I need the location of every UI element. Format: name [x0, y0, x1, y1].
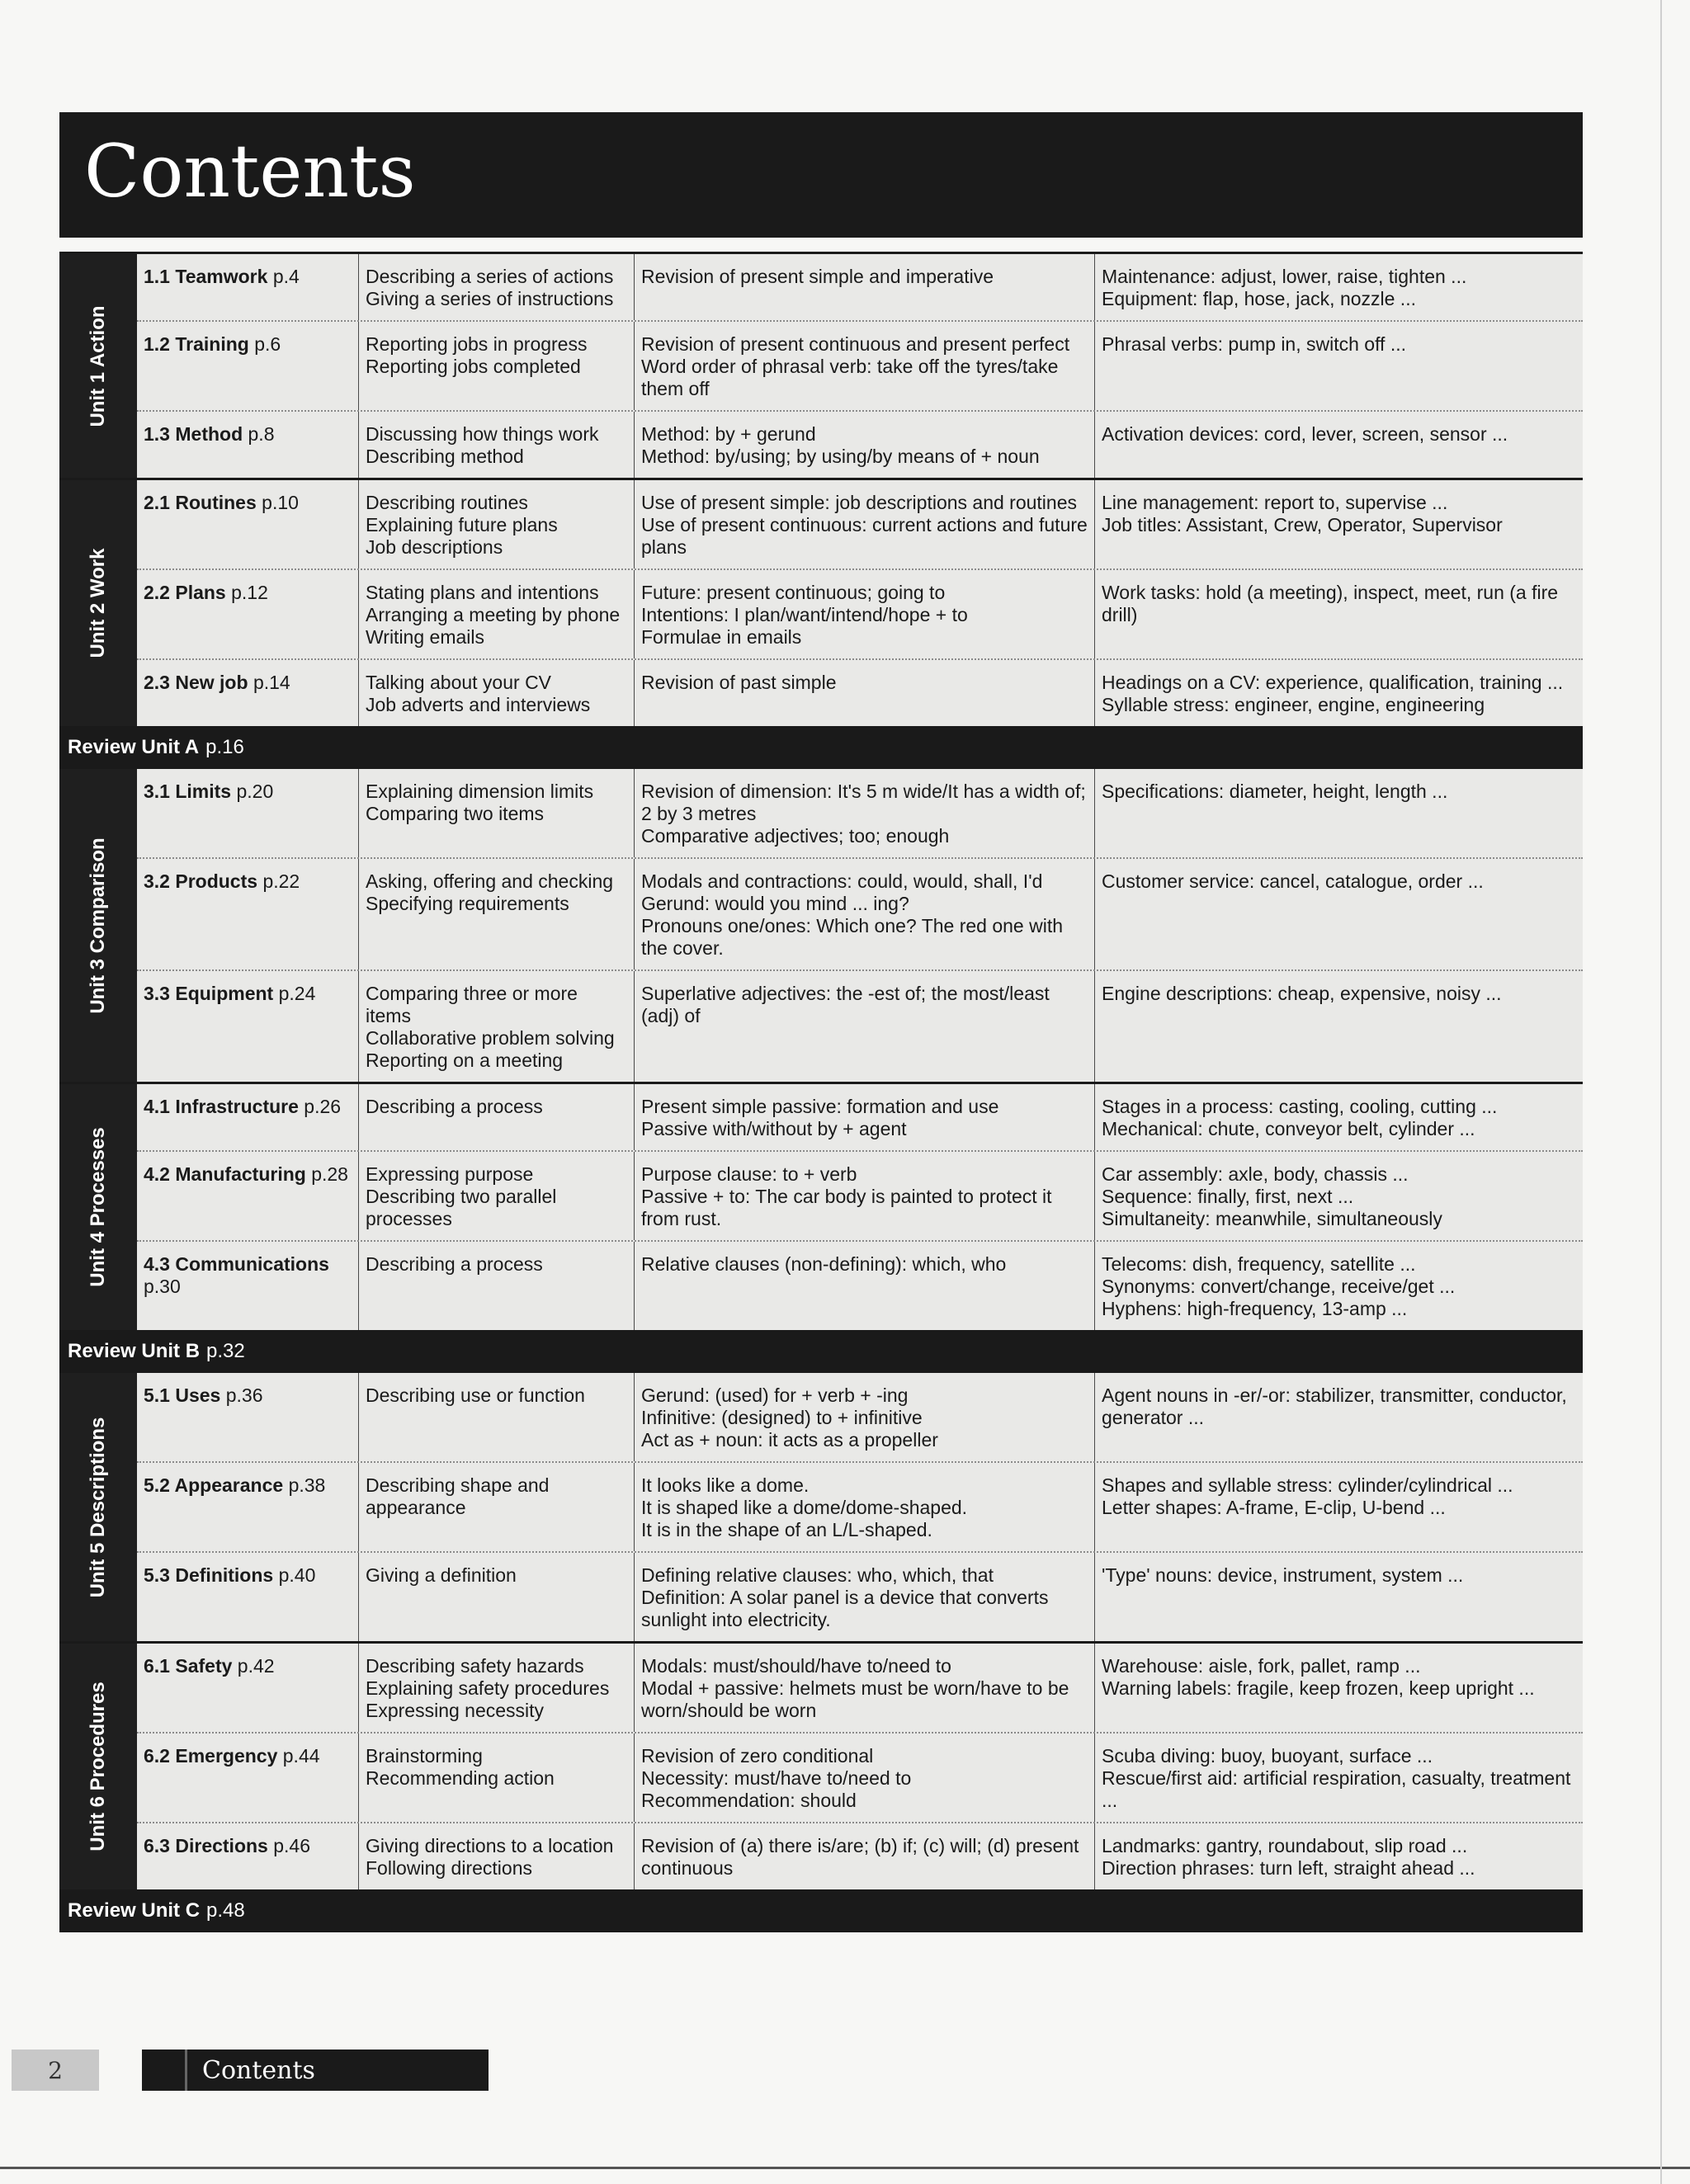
- lesson-page: p.8: [248, 423, 275, 445]
- lesson-row: [137, 1644, 1583, 1732]
- function-line: Reporting jobs completed: [366, 356, 581, 377]
- review-bar: [59, 729, 1583, 769]
- review-label: Review Unit C: [68, 1899, 201, 1922]
- language-line: Intentions: I plan/want/intend/hope + to: [641, 604, 968, 625]
- language-line: Revision of dimension: It's 5 m wide/It has a width of; 2 by 3 metres: [641, 781, 1086, 824]
- review-bar: [59, 1892, 1583, 1932]
- language-line: Superlative adjectives: the -est of; the most/least (adj) of: [641, 983, 1050, 1026]
- lesson-title: 3.1 Limits: [144, 781, 232, 802]
- lesson-title: 3.2 Products: [144, 870, 258, 892]
- unit-block: [59, 1373, 1583, 1644]
- function-line: Describing shape and appearance: [366, 1474, 550, 1518]
- lesson-page: p.26: [304, 1096, 342, 1117]
- language-line: Future: present continuous; going to: [641, 582, 946, 603]
- language-cell: [634, 322, 1094, 410]
- function-cell: [358, 1644, 634, 1732]
- lesson-title: 6.2 Emergency: [144, 1745, 278, 1767]
- function-line: Reporting on a meeting: [366, 1050, 564, 1071]
- lesson-page: p.12: [231, 582, 268, 603]
- lesson-cell: [137, 1644, 358, 1732]
- title-banner: [59, 112, 1583, 238]
- language-cell: [634, 254, 1094, 320]
- vocabulary-cell: [1094, 1373, 1583, 1461]
- function-cell: [358, 1373, 634, 1461]
- lesson-row: [137, 1084, 1583, 1150]
- lesson-cell: [137, 1734, 358, 1822]
- lesson-row: [137, 1150, 1583, 1240]
- lesson-cell: [137, 570, 358, 658]
- language-cell: [634, 859, 1094, 969]
- language-line: Use of present continuous: current actions and future plans: [641, 514, 1088, 558]
- language-cell: [634, 1084, 1094, 1150]
- lesson-row: [137, 1461, 1583, 1551]
- function-cell: [358, 480, 634, 568]
- lesson-title: 2.3 New job: [144, 672, 248, 693]
- vocabulary-line: Scuba diving: buoy, buoyant, surface ...: [1102, 1745, 1433, 1767]
- function-line: Comparing two items: [366, 803, 545, 824]
- language-line: Passive with/without by + agent: [641, 1118, 907, 1139]
- lesson-cell: [137, 859, 358, 969]
- function-line: Job descriptions: [366, 536, 503, 558]
- function-cell: [358, 859, 634, 969]
- unit-block: [59, 1644, 1583, 1892]
- language-line: Revision of present simple and imperative: [641, 266, 994, 287]
- language-cell: [634, 412, 1094, 478]
- language-cell: [634, 1644, 1094, 1732]
- lesson-page: p.42: [237, 1655, 275, 1677]
- lesson-page: p.36: [225, 1384, 263, 1406]
- lesson-page: p.30: [144, 1276, 181, 1297]
- language-cell: [634, 971, 1094, 1082]
- function-line: Stating plans and intentions: [366, 582, 599, 603]
- vocabulary-line: Hyphens: high-frequency, 13-amp ...: [1102, 1298, 1408, 1319]
- vocabulary-line: Line management: report to, supervise ...: [1102, 492, 1448, 513]
- review-label: Review Unit A: [68, 736, 200, 758]
- lesson-cell: [137, 1823, 358, 1889]
- unit-label: Unit 6 Procedures: [87, 1682, 109, 1851]
- unit-label: Unit 5 Descriptions: [87, 1417, 109, 1597]
- language-line: Definition: A solar panel is a device that converts sunlight into electricity.: [641, 1587, 1049, 1630]
- lesson-cell: [137, 412, 358, 478]
- language-line: Revision of past simple: [641, 672, 837, 693]
- vocabulary-line: Equipment: flap, hose, jack, nozzle ...: [1102, 288, 1416, 309]
- footer-label: Contents: [202, 2055, 315, 2085]
- vocabulary-line: Maintenance: adjust, lower, raise, tighten ...: [1102, 266, 1467, 287]
- lesson-row: [137, 254, 1583, 320]
- vocabulary-cell: [1094, 1242, 1583, 1330]
- function-line: Explaining safety procedures: [366, 1677, 610, 1699]
- lesson-row: [137, 658, 1583, 726]
- function-cell: [358, 412, 634, 478]
- language-line: Revision of present continuous and present perfect: [641, 333, 1070, 355]
- unit-label: Unit 2 Work: [87, 548, 109, 658]
- lesson-cell: [137, 660, 358, 726]
- lesson-row: [137, 1240, 1583, 1330]
- lesson-cell: [137, 254, 358, 320]
- lesson-page: p.28: [311, 1163, 348, 1185]
- vocabulary-line: Work tasks: hold (a meeting), inspect, meet, run (a fire drill): [1102, 582, 1559, 625]
- vocabulary-line: Agent nouns in -er/-or: stabilizer, transmitter, conductor, generator ...: [1102, 1384, 1567, 1428]
- vocabulary-line: Customer service: cancel, catalogue, order ...: [1102, 870, 1484, 892]
- function-cell: [358, 570, 634, 658]
- vocabulary-cell: [1094, 1152, 1583, 1240]
- function-cell: [358, 1463, 634, 1551]
- function-line: Describing routines: [366, 492, 528, 513]
- language-cell: [634, 660, 1094, 726]
- unit-side-label: [59, 254, 137, 478]
- function-line: Describing method: [366, 446, 524, 467]
- unit-side-label: [59, 480, 137, 726]
- vocabulary-line: Letter shapes: A-frame, E-clip, U-bend ...: [1102, 1497, 1446, 1518]
- vocabulary-line: Sequence: finally, first, next ...: [1102, 1186, 1354, 1207]
- lesson-cell: [137, 1373, 358, 1461]
- unit-side-label: [59, 1084, 137, 1330]
- function-line: Describing use or function: [366, 1384, 585, 1406]
- lesson-page: p.14: [253, 672, 290, 693]
- lesson-title: 1.2 Training: [144, 333, 249, 355]
- unit-rows: [137, 1644, 1583, 1889]
- lesson-cell: [137, 480, 358, 568]
- function-line: Arranging a meeting by phone: [366, 604, 621, 625]
- vocabulary-cell: [1094, 660, 1583, 726]
- lesson-row: [137, 769, 1583, 857]
- lesson-row: [137, 969, 1583, 1082]
- lesson-cell: [137, 322, 358, 410]
- vocabulary-line: Stages in a process: casting, cooling, cutting ...: [1102, 1096, 1498, 1117]
- function-line: Specifying requirements: [366, 893, 569, 914]
- vocabulary-cell: [1094, 1644, 1583, 1732]
- language-cell: [634, 570, 1094, 658]
- language-cell: [634, 1242, 1094, 1330]
- vocabulary-cell: [1094, 412, 1583, 478]
- language-line: Method: by/using; by using/by means of + noun: [641, 446, 1040, 467]
- vocabulary-line: Direction phrases: turn left, straight ahead ...: [1102, 1857, 1475, 1879]
- lesson-title: 1.1 Teamwork: [144, 266, 268, 287]
- lesson-cell: [137, 1152, 358, 1240]
- lesson-title: 6.3 Directions: [144, 1835, 268, 1856]
- unit-block: [59, 769, 1583, 1084]
- vocabulary-line: Engine descriptions: cheap, expensive, noisy ...: [1102, 983, 1502, 1004]
- vocabulary-line: Synonyms: convert/change, receive/get ...: [1102, 1276, 1456, 1297]
- language-line: Use of present simple: job descriptions and routines: [641, 492, 1078, 513]
- footer-divider: [185, 2050, 187, 2091]
- page-title: Contents: [84, 129, 416, 214]
- language-line: Revision of (a) there is/are; (b) if; (c) will; (d) present continuous: [641, 1835, 1079, 1879]
- vocabulary-cell: [1094, 570, 1583, 658]
- function-line: Describing a series of actions: [366, 266, 614, 287]
- language-cell: [634, 1734, 1094, 1822]
- vocabulary-line: Simultaneity: meanwhile, simultaneously: [1102, 1208, 1442, 1229]
- lesson-cell: [137, 1242, 358, 1330]
- lesson-title: 4.1 Infrastructure: [144, 1096, 299, 1117]
- vocabulary-cell: [1094, 480, 1583, 568]
- lesson-page: p.22: [262, 870, 300, 892]
- review-bar: [59, 1333, 1583, 1373]
- lesson-row: [137, 1822, 1583, 1889]
- function-line: Explaining dimension limits: [366, 781, 594, 802]
- function-line: Talking about your CV: [366, 672, 552, 693]
- vocabulary-line: Warning labels: fragile, keep frozen, keep upright ...: [1102, 1677, 1535, 1699]
- function-line: Giving directions to a location: [366, 1835, 614, 1856]
- vocabulary-line: Rescue/first aid: artificial respiration, casualty, treatment ...: [1102, 1767, 1571, 1811]
- unit-label: Unit 1 Action: [87, 304, 109, 427]
- contents-table: [59, 252, 1583, 1932]
- language-line: It is shaped like a dome/dome-shaped.: [641, 1497, 968, 1518]
- function-line: Job adverts and interviews: [366, 694, 591, 715]
- vocabulary-cell: [1094, 254, 1583, 320]
- lesson-title: 5.1 Uses: [144, 1384, 221, 1406]
- language-line: Purpose clause: to + verb: [641, 1163, 857, 1185]
- function-line: Discussing how things work: [366, 423, 599, 445]
- vocabulary-line: Syllable stress: engineer, engine, engineering: [1102, 694, 1485, 715]
- lesson-title: 1.3 Method: [144, 423, 243, 445]
- lesson-page: p.38: [288, 1474, 326, 1496]
- unit-block: [59, 254, 1583, 480]
- function-cell: [358, 1084, 634, 1150]
- function-cell: [358, 660, 634, 726]
- lesson-row: [137, 857, 1583, 969]
- lesson-page: p.20: [236, 781, 274, 802]
- function-line: Expressing purpose: [366, 1163, 534, 1185]
- vocabulary-line: Telecoms: dish, frequency, satellite ...: [1102, 1253, 1416, 1275]
- lesson-page: p.44: [282, 1745, 320, 1767]
- language-cell: [634, 769, 1094, 857]
- language-line: Modals and contractions: could, would, shall, I'd: [641, 870, 1043, 892]
- review-page: p.16: [205, 736, 244, 758]
- lesson-title: 5.2 Appearance: [144, 1474, 284, 1496]
- lesson-title: 6.1 Safety: [144, 1655, 233, 1677]
- vocabulary-line: Mechanical: chute, conveyor belt, cylinder ...: [1102, 1118, 1475, 1139]
- function-line: Brainstorming: [366, 1745, 483, 1767]
- function-cell: [358, 1823, 634, 1889]
- unit-rows: [137, 254, 1583, 478]
- unit-label: Unit 3 Comparison: [87, 837, 109, 1014]
- function-line: Comparing three or more items: [366, 983, 578, 1026]
- language-line: Present simple passive: formation and use: [641, 1096, 999, 1117]
- lesson-cell: [137, 1084, 358, 1150]
- language-line: Comparative adjectives; too; enough: [641, 825, 950, 847]
- lesson-title: 3.3 Equipment: [144, 983, 274, 1004]
- language-line: Gerund: would you mind ... ing?: [641, 893, 909, 914]
- function-line: Describing a process: [366, 1253, 543, 1275]
- vocabulary-cell: [1094, 859, 1583, 969]
- footer-label-bar: [142, 2050, 489, 2091]
- unit-side-label: [59, 769, 137, 1082]
- lesson-cell: [137, 1463, 358, 1551]
- language-line: Act as + noun: it acts as a propeller: [641, 1429, 938, 1450]
- language-line: Method: by + gerund: [641, 423, 816, 445]
- lesson-row: [137, 568, 1583, 658]
- unit-rows: [137, 1084, 1583, 1330]
- vocabulary-line: Job titles: Assistant, Crew, Operator, Supervisor: [1102, 514, 1503, 535]
- lesson-row: [137, 480, 1583, 568]
- language-cell: [634, 1152, 1094, 1240]
- language-line: Necessity: must/have to/need to: [641, 1767, 912, 1789]
- lesson-page: p.6: [254, 333, 281, 355]
- function-line: Giving a definition: [366, 1564, 517, 1586]
- lesson-row: [137, 410, 1583, 478]
- language-line: Passive + to: The car body is painted to protect it from rust.: [641, 1186, 1052, 1229]
- lesson-page: p.24: [278, 983, 316, 1004]
- lesson-page: p.40: [278, 1564, 316, 1586]
- function-line: Recommending action: [366, 1767, 555, 1789]
- lesson-row: [137, 1551, 1583, 1641]
- unit-block: [59, 480, 1583, 729]
- function-line: Describing safety hazards: [366, 1655, 584, 1677]
- vocabulary-cell: [1094, 322, 1583, 410]
- language-line: Modal + passive: helmets must be worn/have to be worn/should be worn: [641, 1677, 1069, 1721]
- unit-rows: [137, 1373, 1583, 1641]
- unit-label: Unit 4 Processes: [87, 1127, 109, 1287]
- vocabulary-line: Car assembly: axle, body, chassis ...: [1102, 1163, 1409, 1185]
- unit-rows: [137, 480, 1583, 726]
- lesson-title: 4.2 Manufacturing: [144, 1163, 306, 1185]
- review-label: Review Unit B: [68, 1340, 201, 1362]
- unit-side-label: [59, 1644, 137, 1889]
- vocabulary-cell: [1094, 769, 1583, 857]
- vocabulary-line: Phrasal verbs: pump in, switch off ...: [1102, 333, 1407, 355]
- function-line: Giving a series of instructions: [366, 288, 614, 309]
- vocabulary-line: Headings on a CV: experience, qualification, training ...: [1102, 672, 1564, 693]
- function-cell: [358, 971, 634, 1082]
- language-line: Infinitive: (designed) to + infinitive: [641, 1407, 923, 1428]
- unit-rows: [137, 769, 1583, 1082]
- lesson-title: 5.3 Definitions: [144, 1564, 274, 1586]
- function-line: Describing a process: [366, 1096, 543, 1117]
- language-cell: [634, 1463, 1094, 1551]
- lesson-page: p.4: [272, 266, 300, 287]
- function-cell: [358, 322, 634, 410]
- function-line: Describing two parallel processes: [366, 1186, 557, 1229]
- vocabulary-cell: [1094, 1463, 1583, 1551]
- lesson-cell: [137, 769, 358, 857]
- language-line: It looks like a dome.: [641, 1474, 810, 1496]
- lesson-cell: [137, 1553, 358, 1641]
- lesson-title: 2.1 Routines: [144, 492, 257, 513]
- function-cell: [358, 1553, 634, 1641]
- language-cell: [634, 1553, 1094, 1641]
- page-edge-rule: [1660, 0, 1662, 2184]
- function-line: Expressing necessity: [366, 1700, 545, 1721]
- review-page: p.32: [206, 1340, 245, 1362]
- vocabulary-cell: [1094, 1084, 1583, 1150]
- language-line: Formulae in emails: [641, 626, 802, 648]
- vocabulary-cell: [1094, 971, 1583, 1082]
- language-line: Relative clauses (non-defining): which, who: [641, 1253, 1007, 1275]
- function-cell: [358, 1242, 634, 1330]
- function-cell: [358, 769, 634, 857]
- vocabulary-cell: [1094, 1553, 1583, 1641]
- footer-page-number: 2: [12, 2050, 99, 2091]
- lesson-page: p.46: [273, 1835, 310, 1856]
- lesson-title: 2.2 Plans: [144, 582, 226, 603]
- vocabulary-line: Specifications: diameter, height, length ...: [1102, 781, 1448, 802]
- language-cell: [634, 1823, 1094, 1889]
- function-line: Following directions: [366, 1857, 532, 1879]
- review-page: p.48: [206, 1899, 245, 1922]
- language-line: Recommendation: should: [641, 1790, 857, 1811]
- language-line: Modals: must/should/have to/need to: [641, 1655, 951, 1677]
- vocabulary-line: Landmarks: gantry, roundabout, slip road ...: [1102, 1835, 1468, 1856]
- language-cell: [634, 480, 1094, 568]
- vocabulary-line: Activation devices: cord, lever, screen, sensor ...: [1102, 423, 1508, 445]
- bottom-rule: [0, 2167, 1690, 2169]
- vocabulary-line: Warehouse: aisle, fork, pallet, ramp ...: [1102, 1655, 1421, 1677]
- language-line: Gerund: (used) for + verb + -ing: [641, 1384, 909, 1406]
- function-line: Explaining future plans: [366, 514, 558, 535]
- function-cell: [358, 1734, 634, 1822]
- function-cell: [358, 1152, 634, 1240]
- vocabulary-cell: [1094, 1734, 1583, 1822]
- lesson-row: [137, 1732, 1583, 1822]
- vocabulary-line: Shapes and syllable stress: cylinder/cylindrical ...: [1102, 1474, 1513, 1496]
- vocabulary-cell: [1094, 1823, 1583, 1889]
- language-line: Pronouns one/ones: Which one? The red one with the cover.: [641, 915, 1064, 959]
- language-line: Word order of phrasal verb: take off the tyres/take them off: [641, 356, 1059, 399]
- language-line: Revision of zero conditional: [641, 1745, 874, 1767]
- lesson-row: [137, 320, 1583, 410]
- function-line: Writing emails: [366, 626, 484, 648]
- language-line: Defining relative clauses: who, which, that: [641, 1564, 994, 1586]
- unit-side-label: [59, 1373, 137, 1641]
- vocabulary-line: 'Type' nouns: device, instrument, system ...: [1102, 1564, 1464, 1586]
- language-cell: [634, 1373, 1094, 1461]
- lesson-row: [137, 1373, 1583, 1461]
- lesson-title: 4.3 Communications: [144, 1253, 329, 1275]
- unit-block: [59, 1084, 1583, 1333]
- lesson-cell: [137, 971, 358, 1082]
- function-cell: [358, 254, 634, 320]
- function-line: Reporting jobs in progress: [366, 333, 588, 355]
- function-line: Collaborative problem solving: [366, 1027, 615, 1049]
- lesson-page: p.10: [262, 492, 299, 513]
- function-line: Asking, offering and checking: [366, 870, 614, 892]
- language-line: It is in the shape of an L/L-shaped.: [641, 1519, 932, 1540]
